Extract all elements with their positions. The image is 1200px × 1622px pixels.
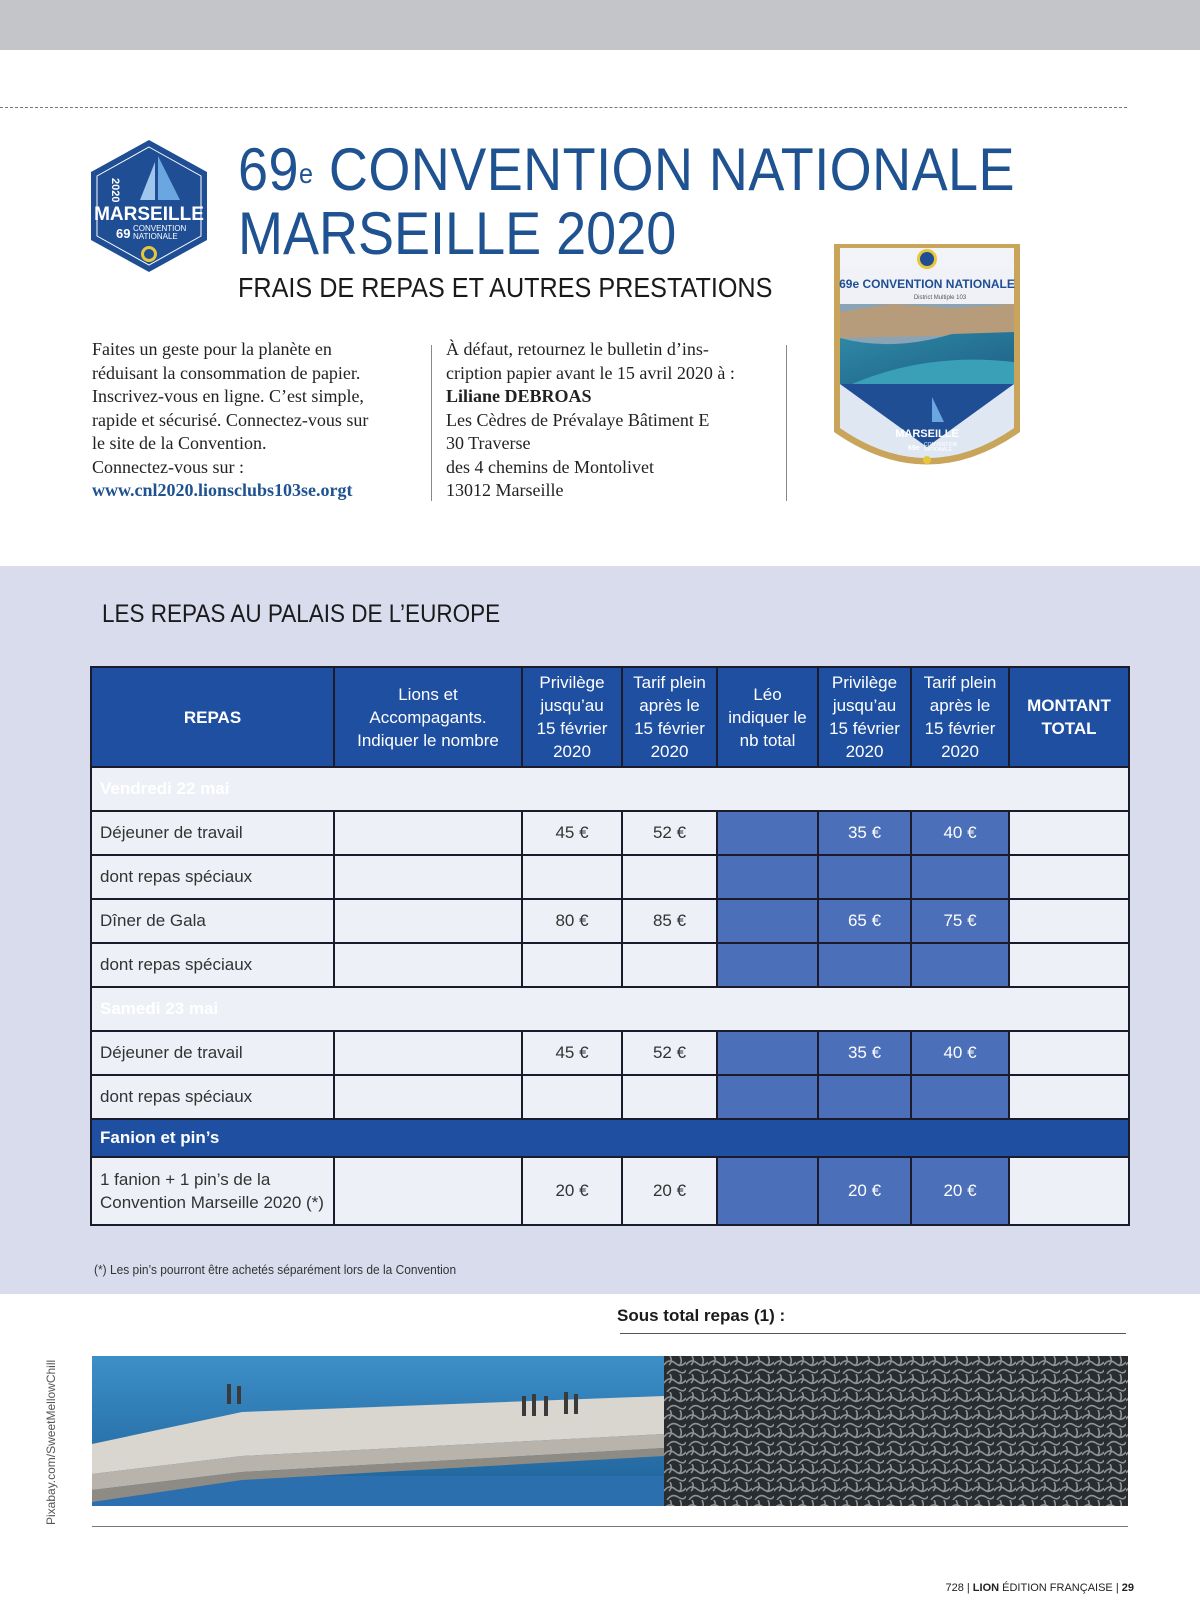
subtotal-field-line[interactable] bbox=[620, 1333, 1126, 1334]
leo-count-input[interactable] bbox=[717, 1031, 818, 1075]
section-row-samedi: Samedi 23 mai bbox=[91, 987, 1129, 1031]
meals-price-table bbox=[90, 666, 1130, 1226]
montant-total-input[interactable] bbox=[1009, 1031, 1129, 1075]
svg-text:District Multiple 103: District Multiple 103 bbox=[913, 295, 967, 301]
leo-count-input[interactable] bbox=[717, 811, 818, 855]
lions-count-input[interactable] bbox=[334, 899, 522, 943]
montant-total-input[interactable] bbox=[1009, 1075, 1129, 1119]
lions-count-input[interactable] bbox=[334, 1031, 522, 1075]
svg-text:69e CONVENTION NATIONALE: 69e CONVENTION NATIONALE bbox=[839, 277, 1015, 291]
svg-text:2020: 2020 bbox=[109, 178, 121, 203]
page-title-line1: 69e CONVENTION NATIONALE bbox=[238, 136, 1015, 203]
montant-total-input[interactable] bbox=[1009, 811, 1129, 855]
section-row-vendredi: Vendredi 22 mai bbox=[91, 767, 1129, 811]
montant-total-input[interactable] bbox=[1009, 1157, 1129, 1225]
intro-online-column: Faites un geste pour la planète en réduisant la consommation de papier. Inscrivez-vous en ligne. C’est simple, rapide et sécurisé. Connectez-vous sur le site de la Convention. Connectez-vous sur : www.cnl2020.lionsclubs103se.orgt bbox=[92, 338, 422, 503]
table-row: 1 fanion + 1 pin’s de la Convention Marseille 2020 (*) 20 € 20 € 20 € 20 € bbox=[91, 1157, 1129, 1225]
header-montant-total: MONTANT TOTAL bbox=[1009, 667, 1129, 767]
contact-name: Liliane DEBROAS bbox=[446, 386, 592, 406]
lions-count-input[interactable] bbox=[334, 811, 522, 855]
leo-count-input[interactable] bbox=[717, 899, 818, 943]
subtotal-label: Sous total repas (1) : bbox=[617, 1306, 786, 1325]
leo-count-input[interactable] bbox=[717, 1075, 818, 1119]
lions-count-input[interactable] bbox=[334, 1075, 522, 1119]
table-row: Dîner de Gala 80 € 85 € 65 € 75 € bbox=[91, 899, 1129, 943]
svg-text:MARSEILLE: MARSEILLE bbox=[895, 428, 959, 440]
header-leo-tarif-plein: Tarif plein après le 15 février 2020 bbox=[911, 667, 1009, 767]
header-privilege: Privilège jusqu’au 15 février 2020 bbox=[522, 667, 622, 767]
montant-total-input[interactable] bbox=[1009, 855, 1129, 899]
table-row: dont repas spéciaux bbox=[91, 943, 1129, 987]
convention-pennant-image bbox=[832, 242, 1022, 502]
page-title-line2: MARSEILLE 2020 bbox=[238, 200, 677, 267]
header-leo: Léo indiquer le nb total bbox=[717, 667, 818, 767]
intro-paper-column: À défaut, retournez le bulletin d’ins- cription papier avant le 15 avril 2020 à : Liliane DEBROAS Les Cèdres de Prévalaye Bâtiment E 30 Traverse des 4 chemins de Montolivet 13012 Marseille bbox=[446, 338, 786, 503]
svg-text:69: 69 bbox=[116, 226, 131, 241]
lions-count-input[interactable] bbox=[334, 943, 522, 987]
marseille-pier-photo bbox=[92, 1356, 1128, 1506]
montant-total-input[interactable] bbox=[1009, 943, 1129, 987]
page-number: 29 bbox=[1121, 1582, 1134, 1594]
leo-count-input[interactable] bbox=[717, 943, 818, 987]
svg-text:NATIONALE: NATIONALE bbox=[133, 232, 178, 241]
table-header-row bbox=[91, 667, 1129, 767]
leo-count-input[interactable] bbox=[717, 855, 818, 899]
column-divider bbox=[431, 345, 432, 501]
svg-text:CONVENTION: CONVENTION bbox=[133, 224, 187, 233]
convention-hex-logo bbox=[88, 138, 210, 274]
header-tarif-plein: Tarif plein après le 15 février 2020 bbox=[622, 667, 717, 767]
page-subtitle: FRAIS DE REPAS ET AUTRES PRESTATIONS bbox=[238, 272, 773, 303]
svg-text:69e: 69e bbox=[908, 445, 920, 452]
photo-credit: Pixabay.com/SweetMellowChill bbox=[44, 1359, 58, 1525]
svg-text:NATIONALE: NATIONALE bbox=[924, 447, 952, 453]
table-row: Déjeuner de travail 45 € 52 € 35 € 40 € bbox=[91, 811, 1129, 855]
lions-count-input[interactable] bbox=[334, 855, 522, 899]
top-gray-bar bbox=[0, 0, 1200, 50]
svg-text:CONVENTION: CONVENTION bbox=[924, 442, 958, 448]
convention-website-link[interactable]: www.cnl2020.lionsclubs103se.orgt bbox=[92, 480, 353, 500]
section-row-fanion: Fanion et pin’s bbox=[91, 1119, 1129, 1157]
page-footer: 728 | LION ÉDITION FRANÇAISE | 29 bbox=[945, 1582, 1134, 1594]
section-title: LES REPAS AU PALAIS DE L’EUROPE bbox=[102, 600, 501, 628]
top-divider bbox=[0, 107, 1127, 108]
montant-total-input[interactable] bbox=[1009, 899, 1129, 943]
header-leo-privilege: Privilège jusqu’au 15 février 2020 bbox=[818, 667, 911, 767]
footnote: (*) Les pin’s pourront être achetés séparément lors de la Convention bbox=[94, 1262, 457, 1277]
header-lions: Lions et Accompagants. Indiquer le nombre bbox=[334, 667, 522, 767]
table-row: Déjeuner de travail 45 € 52 € 35 € 40 € bbox=[91, 1031, 1129, 1075]
lions-count-input[interactable] bbox=[334, 1157, 522, 1225]
svg-text:MARSEILLE: MARSEILLE bbox=[94, 204, 204, 225]
leo-count-input[interactable] bbox=[717, 1157, 818, 1225]
column-divider bbox=[786, 345, 787, 501]
header-repas: REPAS bbox=[91, 667, 334, 767]
table-row: dont repas spéciaux bbox=[91, 1075, 1129, 1119]
table-row: dont repas spéciaux bbox=[91, 855, 1129, 899]
bottom-divider bbox=[92, 1526, 1128, 1527]
